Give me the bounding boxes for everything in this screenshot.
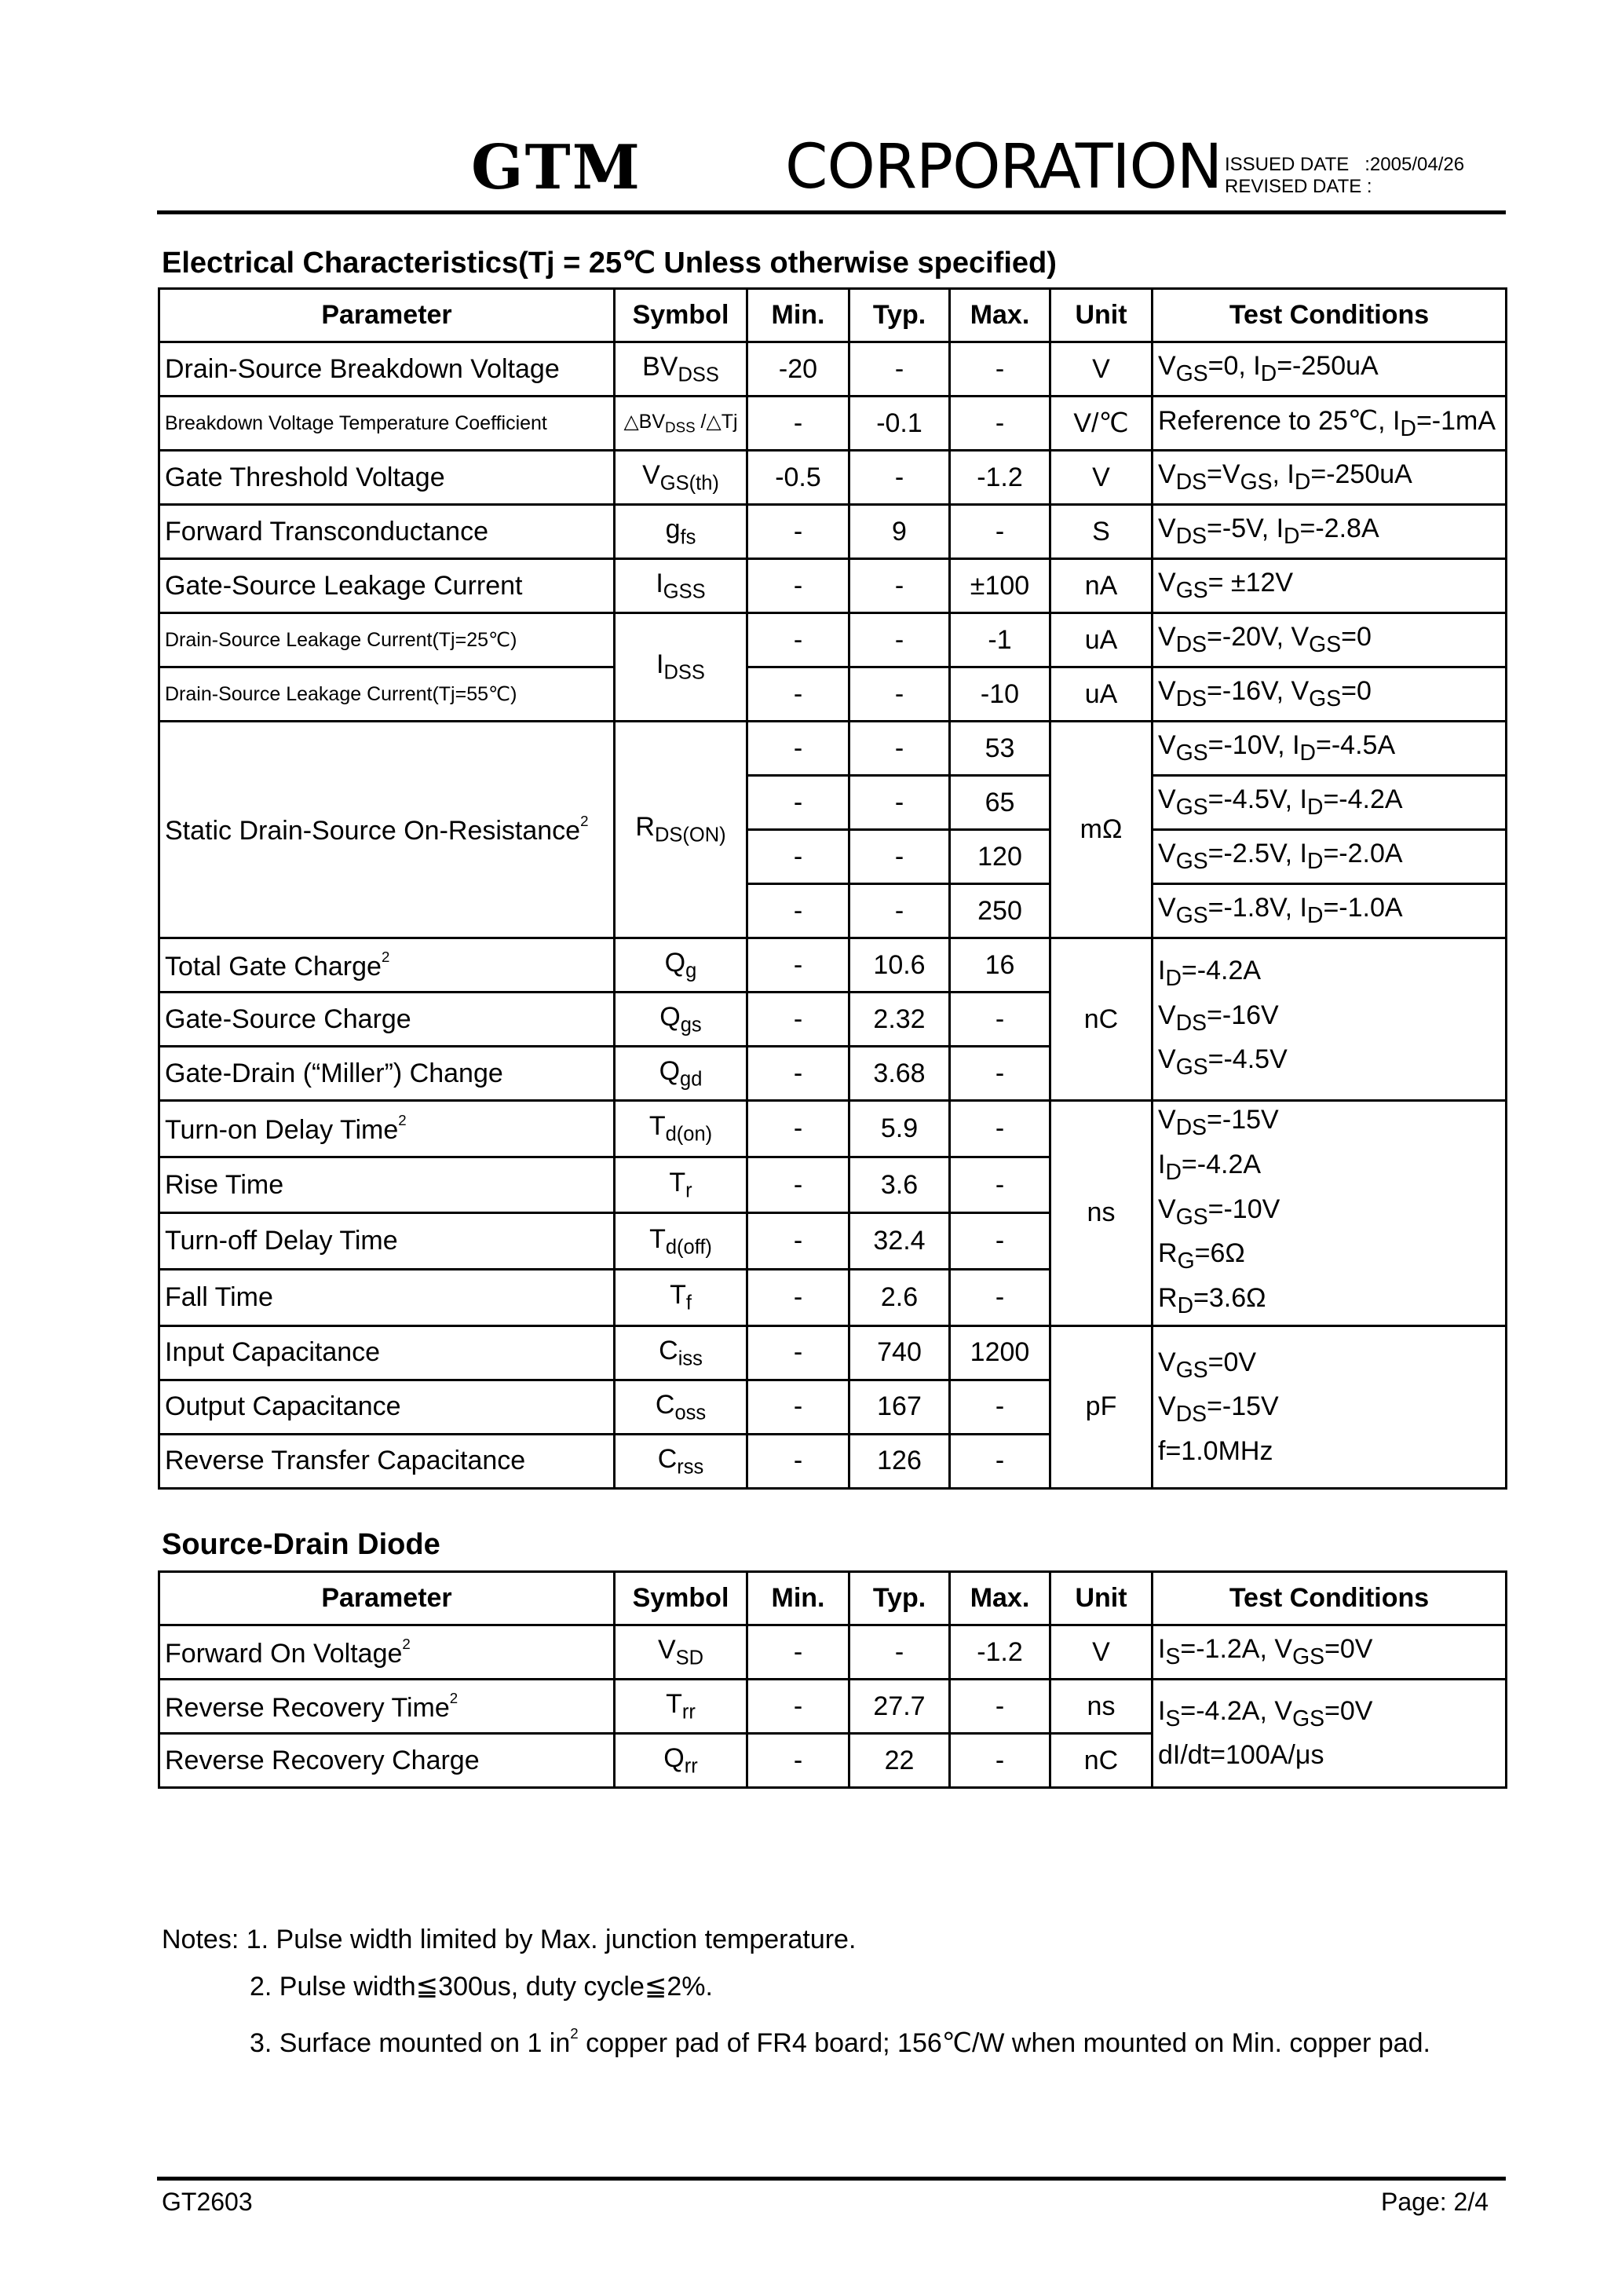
parameter-label: Gate Threshold Voltage (165, 462, 445, 492)
parameter-note-ref: 2 (402, 1635, 411, 1652)
symbol-subscript: fs (680, 526, 696, 549)
unit-cell: nA (1050, 559, 1153, 613)
unit-cell: V/℃ (1050, 397, 1153, 451)
parameter-label: Forward Transconductance (165, 516, 488, 547)
max-cell: - (950, 397, 1050, 451)
max-cell: - (950, 1101, 1050, 1157)
column-header-cond: Test Conditions (1153, 289, 1507, 342)
min-cell: - (747, 1434, 849, 1488)
table-row (159, 505, 1507, 559)
typ-cell: 2.6 (849, 1270, 950, 1326)
electrical-characteristics-table (158, 287, 1507, 1490)
parameter-cell (159, 1680, 615, 1734)
test-conditions-cell: $I_S=-1.2A$, $V_{GS}=0V$ (1153, 1625, 1507, 1680)
max-cell: -1.2 (950, 451, 1050, 505)
typ-cell: 126 (849, 1434, 950, 1488)
parameter-note-ref: 2 (381, 948, 390, 965)
symbol-cell (615, 613, 747, 722)
parameter-label: Gate-Source Charge (165, 1004, 411, 1034)
column-header-min: Min. (747, 1572, 849, 1625)
column-header-min: Min. (747, 289, 849, 342)
table-header-row (159, 1572, 1507, 1625)
symbol-subscript: gs (680, 1014, 702, 1036)
symbol-cell (615, 1157, 747, 1213)
parameter-label: Drain-Source Leakage Current(Tj=25℃) (165, 629, 517, 651)
column-header-typ: Typ. (849, 1572, 950, 1625)
test-conditions-cell: $V_{GS}=0$, $I_D=-250uA$ (1153, 342, 1507, 397)
parameter-note-ref: 2 (398, 1111, 407, 1128)
column-header-sym: Symbol (615, 1572, 747, 1625)
symbol-subscript: rss (677, 1456, 704, 1479)
min-cell: - (747, 1157, 849, 1213)
max-cell: ±100 (950, 559, 1050, 613)
typ-cell: -0.1 (849, 397, 950, 451)
column-header-typ: Typ. (849, 289, 950, 342)
table-row (159, 722, 1507, 776)
symbol-base: T (669, 1167, 686, 1197)
company-logo: GTM (471, 132, 641, 203)
note-3 (162, 2010, 1430, 2067)
symbol-subscript: DS(ON) (654, 824, 726, 846)
typ-cell: 27.7 (849, 1680, 950, 1734)
symbol-cell (615, 722, 747, 938)
unit-cell: V (1050, 342, 1153, 397)
test-conditions-cell: $V_{GS}=-4.5V$, $I_D=-4.2A$ (1153, 776, 1507, 830)
symbol-base: T (666, 1688, 682, 1719)
parameter-note-ref: 2 (580, 813, 589, 830)
parameter-label: Drain-Source Leakage Current(Tj=55℃) (165, 683, 517, 705)
typ-cell: 10.6 (849, 938, 950, 993)
parameter-label: Turn-on Delay Time (165, 1114, 399, 1145)
min-cell: - (747, 397, 849, 451)
issued-date-value: :2005/04/26 (1364, 154, 1465, 175)
parameter-label: Input Capacitance (165, 1337, 381, 1368)
note-3-text-tail: copper pad of FR4 board; 156℃/W when mounted on Min. copper pad. (578, 2027, 1430, 2058)
electrical-characteristics-title: Electrical Characteristics(Tj = 25℃ Unless otherwise specified) (162, 247, 1057, 280)
parameter-cell (159, 505, 615, 559)
parameter-cell (159, 993, 615, 1047)
symbol-base: g (665, 514, 681, 544)
symbol-base: Q (659, 1055, 681, 1086)
parameter-cell (159, 1101, 615, 1157)
symbol-base: I (656, 568, 663, 598)
unit-cell: nC (1050, 1734, 1153, 1788)
typ-cell: 167 (849, 1380, 950, 1434)
min-cell: - (747, 993, 849, 1047)
max-cell: - (950, 1680, 1050, 1734)
note-2: 2. Pulse width≦300us, duty cycle≦2%. (250, 1972, 713, 2002)
symbol-base: C (657, 1443, 678, 1474)
typ-cell: - (849, 559, 950, 613)
test-conditions-cell: $V_{DS}=V_{GS}$, $I_D=-250uA$ (1153, 451, 1507, 505)
symbol-base: I (656, 649, 664, 680)
unit-cell: uA (1050, 667, 1153, 722)
unit-cell: nC (1050, 938, 1153, 1101)
min-cell: - (747, 1734, 849, 1788)
max-cell: 16 (950, 938, 1050, 993)
symbol-cell (615, 1047, 747, 1101)
max-cell: 120 (950, 830, 1050, 884)
symbol-base: C (659, 1335, 678, 1366)
symbol-cell (615, 1101, 747, 1157)
symbol-subscript: f (685, 1292, 692, 1314)
symbol-base: T (649, 1223, 666, 1254)
max-cell: - (950, 1047, 1050, 1101)
min-cell: - (747, 776, 849, 830)
parameter-label: Reverse Transfer Capacitance (165, 1446, 526, 1476)
typ-cell: 3.6 (849, 1157, 950, 1213)
column-header-param: Parameter (159, 289, 615, 342)
test-conditions-cell: $I_D=-4.2A$ $V_{DS}=-16V$ $V_{GS}=-4.5V$ (1153, 938, 1507, 1101)
table-row (159, 1680, 1507, 1734)
issued-date-label: ISSUED DATE (1225, 154, 1350, 175)
typ-cell: - (849, 342, 950, 397)
symbol-cell (615, 505, 747, 559)
max-cell: 1200 (950, 1325, 1050, 1380)
parameter-cell (159, 397, 615, 451)
unit-cell: mΩ (1050, 722, 1153, 938)
symbol-cell (615, 1270, 747, 1326)
typ-cell: - (849, 722, 950, 776)
test-conditions-cell: Reference to 25℃, $I_D=-1mA$ (1153, 397, 1507, 451)
min-cell: -20 (747, 342, 849, 397)
symbol-subscript: rr (684, 1755, 698, 1778)
symbol-cell (615, 559, 747, 613)
symbol-subscript: GSS (663, 580, 706, 603)
symbol-cell (615, 1434, 747, 1488)
typ-cell: - (849, 776, 950, 830)
column-header-unit: Unit (1050, 1572, 1153, 1625)
symbol-subscript: gd (680, 1068, 703, 1091)
parameter-cell (159, 1213, 615, 1270)
min-cell: - (747, 884, 849, 938)
symbol-cell (615, 993, 747, 1047)
test-conditions-cell: $V_{GS}=-10V$, $I_D=-4.5A$ (1153, 722, 1507, 776)
test-conditions-cell: $V_{GS}=-2.5V$, $I_D=-2.0A$ (1153, 830, 1507, 884)
table-header-row (159, 289, 1507, 342)
symbol-subscript: g (685, 960, 697, 982)
parameter-cell (159, 559, 615, 613)
typ-cell: 32.4 (849, 1213, 950, 1270)
column-header-sym: Symbol (615, 289, 747, 342)
max-cell: - (950, 1213, 1050, 1270)
note-3-text: 3. Surface mounted on 1 in (250, 2027, 571, 2058)
test-conditions-cell: $V_{DS}=-20V$, $V_{GS}=0$ (1153, 613, 1507, 667)
typ-cell: 22 (849, 1734, 950, 1788)
parameter-cell (159, 1380, 615, 1434)
typ-cell: 2.32 (849, 993, 950, 1047)
symbol-base: △BV (623, 411, 666, 433)
min-cell: - (747, 1047, 849, 1101)
symbol-subscript: d(on) (665, 1123, 713, 1146)
column-header-max: Max. (950, 289, 1050, 342)
table-row (159, 451, 1507, 505)
parameter-cell (159, 1270, 615, 1326)
unit-cell: V (1050, 451, 1153, 505)
column-header-param: Parameter (159, 1572, 615, 1625)
symbol-subscript: d(off) (665, 1236, 712, 1259)
symbol-base: T (648, 1111, 666, 1142)
min-cell: - (747, 559, 849, 613)
table-row (159, 938, 1507, 993)
table-row (159, 397, 1507, 451)
typ-cell: 9 (849, 505, 950, 559)
parameter-label: Turn-off Delay Time (165, 1226, 398, 1256)
corporation-label: CORPORATION (785, 132, 1222, 203)
max-cell: - (950, 1434, 1050, 1488)
symbol-cell (615, 1325, 747, 1380)
table-row (159, 1625, 1507, 1680)
notes-label: Notes: (162, 1925, 239, 1954)
note-3-superscript: 2 (570, 2025, 579, 2042)
parameter-label: Drain-Source Breakdown Voltage (165, 353, 560, 384)
symbol-subscript: DSS (665, 419, 696, 436)
min-cell: - (747, 1380, 849, 1434)
max-cell: - (950, 1380, 1050, 1434)
typ-cell: - (849, 451, 950, 505)
symbol-cell (615, 451, 747, 505)
symbol-cell (615, 1213, 747, 1270)
table-row (159, 1101, 1507, 1157)
note-1 (162, 1916, 1430, 1963)
test-conditions-cell: $V_{DS}=-16V$, $V_{GS}=0$ (1153, 667, 1507, 722)
symbol-base: Q (659, 1001, 681, 1032)
min-cell: - (747, 505, 849, 559)
test-conditions-cell: $V_{GS}= \pm 12V$ (1153, 559, 1507, 613)
typ-cell: 5.9 (849, 1101, 950, 1157)
column-header-max: Max. (950, 1572, 1050, 1625)
min-cell: - (747, 1270, 849, 1326)
page-header (157, 126, 1506, 214)
min-cell: - (747, 1625, 849, 1680)
table-row (159, 342, 1507, 397)
symbol-base: C (655, 1389, 675, 1420)
footer-rule (157, 2177, 1506, 2181)
symbol-cell (615, 1380, 747, 1434)
max-cell: - (950, 1270, 1050, 1326)
table-row (159, 559, 1507, 613)
min-cell: - (747, 830, 849, 884)
typ-cell: - (849, 830, 950, 884)
parameter-cell (159, 1325, 615, 1380)
symbol-subscript: GS(th) (659, 472, 719, 495)
parameter-label: Gate-Drain (“Miller”) Change (165, 1058, 503, 1088)
parameter-label: Fall Time (165, 1282, 273, 1313)
parameter-cell (159, 1434, 615, 1488)
source-drain-diode-title: Source-Drain Diode (162, 1528, 440, 1561)
parameter-cell (159, 722, 615, 938)
symbol-base: BV (642, 351, 678, 382)
page-number: Page: 2/4 (1381, 2188, 1489, 2216)
parameter-label: Reverse Recovery Time (165, 1692, 450, 1723)
unit-cell: V (1050, 1625, 1153, 1680)
symbol-cell (615, 1625, 747, 1680)
note-1-text: 1. Pulse width limited by Max. junction temperature. (246, 1925, 857, 1954)
symbol-base: T (670, 1280, 686, 1311)
parameter-cell (159, 342, 615, 397)
symbol-base: Q (663, 1742, 685, 1773)
parameter-cell (159, 938, 615, 993)
parameter-label: Output Capacitance (165, 1391, 401, 1422)
column-header-unit: Unit (1050, 289, 1153, 342)
max-cell: - (950, 505, 1050, 559)
part-number: GT2603 (162, 2188, 253, 2216)
parameter-cell (159, 1734, 615, 1788)
parameter-label: Reverse Recovery Charge (165, 1745, 480, 1775)
revised-date-label: REVISED DATE : (1225, 176, 1372, 197)
parameter-label: Rise Time (165, 1169, 284, 1200)
test-conditions-cell: $I_S=-4.2A$, $V_{GS}=0V$ dI/dt=100A/μs (1153, 1680, 1507, 1788)
test-conditions-cell: $V_{DS}=-5V$, $I_D=-2.8A$ (1153, 505, 1507, 559)
symbol-cell (615, 397, 747, 451)
typ-cell: - (849, 613, 950, 667)
typ-cell: - (849, 884, 950, 938)
max-cell: 250 (950, 884, 1050, 938)
min-cell: - (747, 1101, 849, 1157)
min-cell: - (747, 1325, 849, 1380)
max-cell: -10 (950, 667, 1050, 722)
max-cell: - (950, 993, 1050, 1047)
symbol-base: R (635, 812, 655, 843)
header-rule (157, 210, 1506, 214)
column-header-cond: Test Conditions (1153, 1572, 1507, 1625)
symbol-subscript: rr (681, 1701, 696, 1724)
unit-cell: uA (1050, 613, 1153, 667)
min-cell: - (747, 613, 849, 667)
typ-cell: - (849, 1625, 950, 1680)
document-dates (1225, 154, 1464, 198)
parameter-cell (159, 667, 615, 722)
parameter-label: Forward On Voltage (165, 1638, 403, 1669)
symbol-subscript: DSS (678, 364, 719, 386)
test-conditions-cell: $V_{DS}=-15V$ $I_D=-4.2A$ $V_{GS}=-10V$ $R_G=6\Omega$ $R_D=3.6\Omega$ (1153, 1101, 1507, 1326)
symbol-cell (615, 1734, 747, 1788)
max-cell: -1.2 (950, 1625, 1050, 1680)
parameter-cell (159, 451, 615, 505)
max-cell: 53 (950, 722, 1050, 776)
parameter-label: Breakdown Voltage Temperature Coefficient (165, 411, 547, 434)
test-conditions-cell: $V_{GS}=-1.8V$, $I_D=-1.0A$ (1153, 884, 1507, 938)
parameter-label: Total Gate Charge (165, 951, 382, 982)
parameter-note-ref: 2 (449, 1689, 458, 1706)
min-cell: - (747, 1680, 849, 1734)
typ-cell: 740 (849, 1325, 950, 1380)
symbol-cell (615, 342, 747, 397)
unit-cell: ns (1050, 1101, 1153, 1326)
max-cell: 65 (950, 776, 1050, 830)
symbol-tail: /△Tj (695, 411, 738, 433)
unit-cell: ns (1050, 1680, 1153, 1734)
notes (162, 1916, 1430, 2067)
parameter-label: Static Drain-Source On-Resistance (165, 815, 581, 846)
min-cell: -0.5 (747, 451, 849, 505)
max-cell: - (950, 1734, 1050, 1788)
unit-cell: pF (1050, 1325, 1153, 1488)
symbol-subscript: iss (678, 1347, 703, 1370)
table-row (159, 667, 1507, 722)
symbol-cell (615, 1680, 747, 1734)
typ-cell: 3.68 (849, 1047, 950, 1101)
symbol-base: V (657, 1634, 676, 1665)
symbol-subscript: SD (675, 1647, 704, 1669)
parameter-cell (159, 1157, 615, 1213)
test-conditions-cell: $V_{GS}=0V$ $V_{DS}=-15V$ f=1.0MHz (1153, 1325, 1507, 1488)
typ-cell: - (849, 667, 950, 722)
symbol-subscript: DSS (663, 661, 705, 684)
symbol-base: V (642, 459, 660, 490)
unit-cell: S (1050, 505, 1153, 559)
symbol-subscript: r (685, 1179, 692, 1202)
symbol-base: Q (664, 947, 686, 978)
min-cell: - (747, 667, 849, 722)
min-cell: - (747, 938, 849, 993)
parameter-cell (159, 1625, 615, 1680)
min-cell: - (747, 1213, 849, 1270)
source-drain-diode-table (158, 1570, 1507, 1789)
parameter-cell (159, 613, 615, 667)
max-cell: -1 (950, 613, 1050, 667)
symbol-cell (615, 938, 747, 993)
parameter-label: Gate-Source Leakage Current (165, 570, 523, 601)
table-row (159, 1325, 1507, 1380)
min-cell: - (747, 722, 849, 776)
table-row (159, 613, 1507, 667)
symbol-subscript: oss (674, 1402, 707, 1424)
max-cell: - (950, 1157, 1050, 1213)
max-cell: - (950, 342, 1050, 397)
parameter-cell (159, 1047, 615, 1101)
